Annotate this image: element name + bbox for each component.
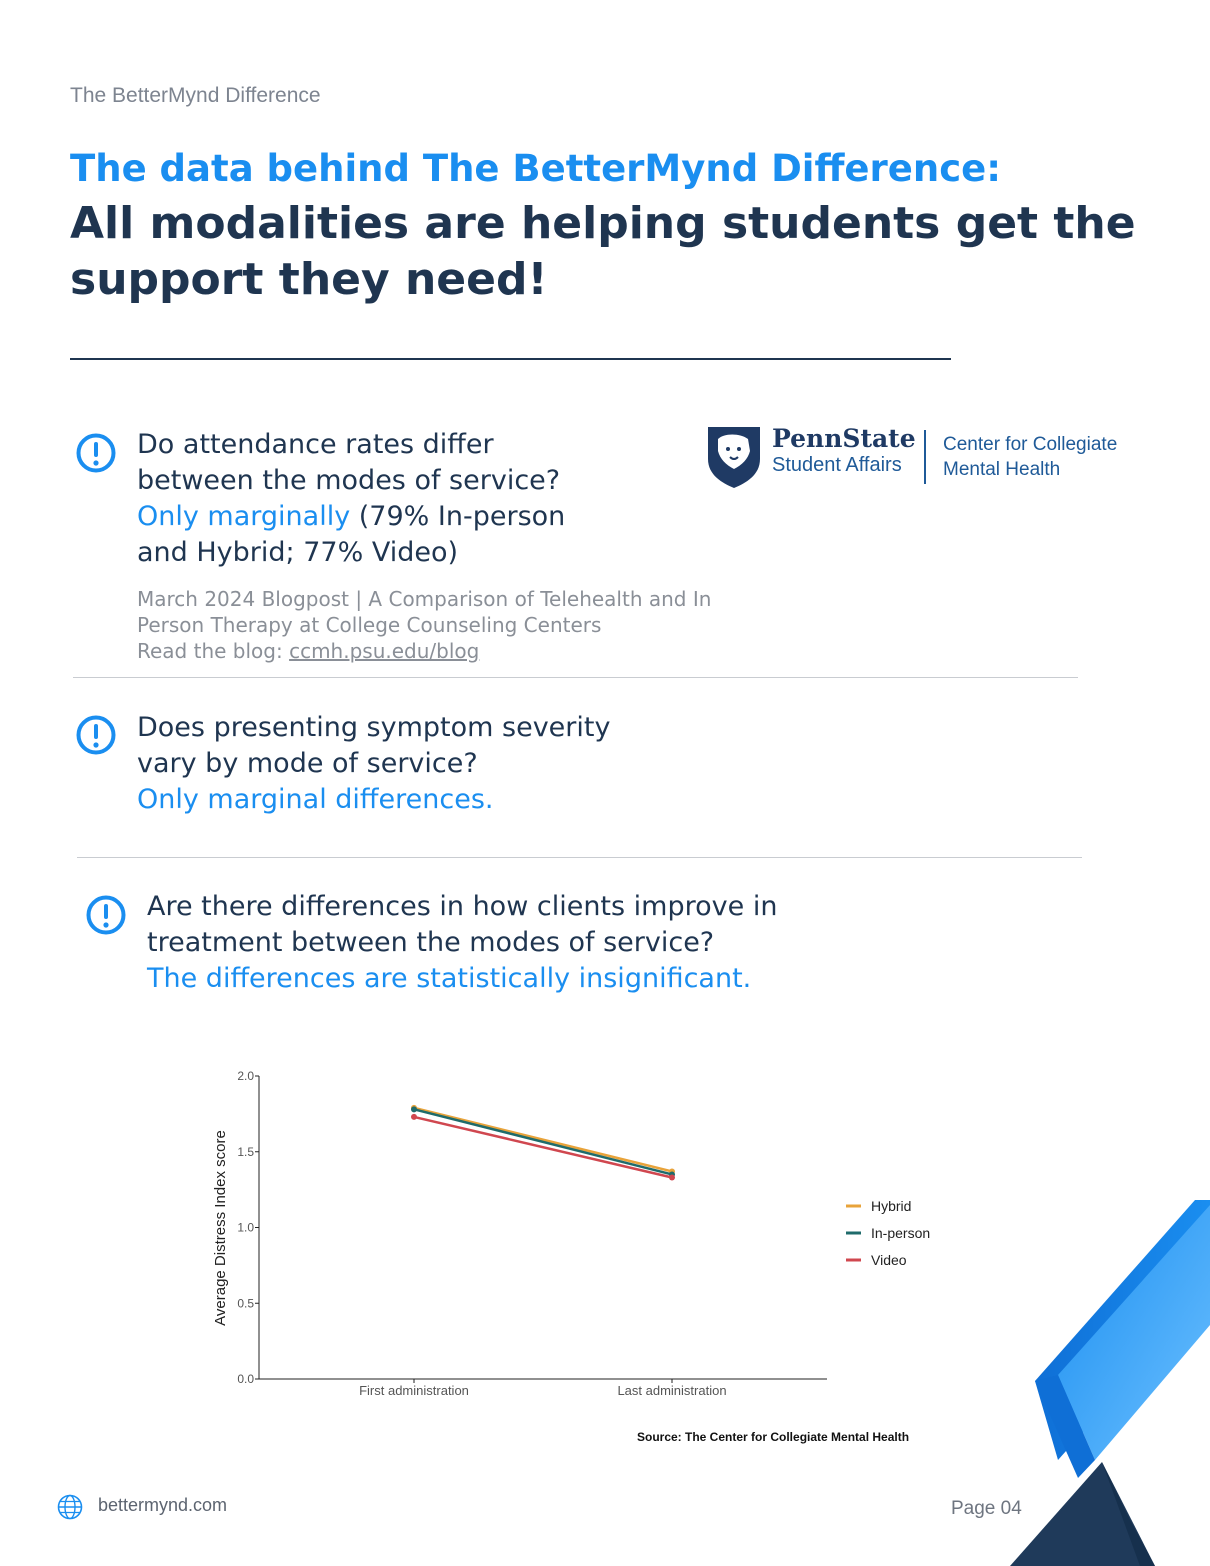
y-tick-label: 1.0 — [237, 1220, 254, 1235]
citation-prefix: Read the blog: — [137, 639, 290, 663]
question-1-answer: Only marginally — [137, 501, 351, 532]
alert-icon — [86, 895, 126, 935]
page-title: The data behind The BetterMynd Difference: — [70, 147, 1002, 190]
question-3 — [147, 889, 867, 997]
footer-website-link[interactable]: bettermynd.com — [98, 1495, 228, 1515]
question-3-answer: The differences are statistically insignificant. — [147, 963, 752, 994]
ccmh-logo-text — [943, 432, 1117, 482]
ccmh-line-2: Mental Health — [943, 459, 1061, 480]
decorative-chevron-graphic — [1000, 1195, 1210, 1566]
y-tick-label: 0.5 — [237, 1296, 254, 1311]
question-2-line-1: Does presenting symptom severity — [137, 712, 611, 743]
legend-label: Video — [871, 1252, 907, 1268]
question-1 — [137, 427, 697, 571]
citation-line-2: Person Therapy at College Counseling Centers — [137, 613, 602, 637]
y-tick-label: 0.0 — [237, 1372, 254, 1386]
question-1-answer-line — [137, 499, 697, 535]
question-1-line-2: between the modes of service? — [137, 465, 561, 496]
psu-logo-name: PennState — [772, 424, 916, 453]
series-line-hybrid — [414, 1108, 672, 1172]
question-1-line-1: Do attendance rates differ — [137, 429, 494, 460]
question-1-stats: (79% In-person — [350, 501, 566, 532]
question-3-line-2: treatment between the modes of service? — [147, 927, 715, 958]
data-point-video — [411, 1114, 417, 1120]
penn-state-shield-logo — [706, 425, 762, 489]
citation-line-1: March 2024 Blogpost | A Comparison of Telehealth and In — [137, 587, 712, 611]
page-subtitle: All modalities are helping students get the support they need! — [70, 198, 1136, 305]
question-2 — [137, 710, 697, 818]
series-line-video — [414, 1117, 672, 1178]
section-divider — [73, 677, 1078, 678]
section-divider — [77, 857, 1082, 858]
series-line-in-person — [414, 1109, 672, 1174]
y-tick-label: 1.5 — [237, 1144, 254, 1159]
legend-label: Hybrid — [871, 1198, 912, 1214]
blog-link[interactable]: ccmh.psu.edu/blog — [289, 639, 480, 663]
data-point-video — [669, 1175, 675, 1181]
alert-icon — [76, 715, 116, 755]
distress-index-line-chart — [195, 1060, 955, 1410]
y-axis-label: Average Distress Index score — [212, 1130, 229, 1326]
citation-line-3 — [137, 638, 777, 664]
chart-source: Source: The Center for Collegiate Mental Health — [637, 1430, 910, 1444]
x-tick-label: Last administration — [617, 1383, 727, 1398]
alert-icon — [76, 433, 116, 473]
y-tick-label: 2.0 — [237, 1069, 254, 1083]
question-2-line-2: vary by mode of service? — [137, 748, 478, 779]
legend-label: In-person — [871, 1225, 931, 1241]
x-tick-label: First administration — [359, 1383, 469, 1398]
globe-icon — [57, 1494, 83, 1520]
page-number: Page 04 — [951, 1498, 1022, 1519]
section-eyebrow: The BetterMynd Difference — [70, 84, 321, 107]
data-point-in-person — [411, 1106, 417, 1112]
question-3-line-1: Are there differences in how clients improve in — [147, 891, 778, 922]
header-divider — [70, 358, 951, 360]
question-1-stats-line-2: and Hybrid; 77% Video) — [137, 537, 458, 568]
ccmh-line-1: Center for Collegiate — [943, 434, 1118, 455]
psu-logo-subtitle: Student Affairs — [772, 454, 902, 476]
logo-divider — [924, 430, 926, 484]
citation — [137, 586, 777, 664]
question-2-answer: Only marginal differences. — [137, 784, 494, 815]
